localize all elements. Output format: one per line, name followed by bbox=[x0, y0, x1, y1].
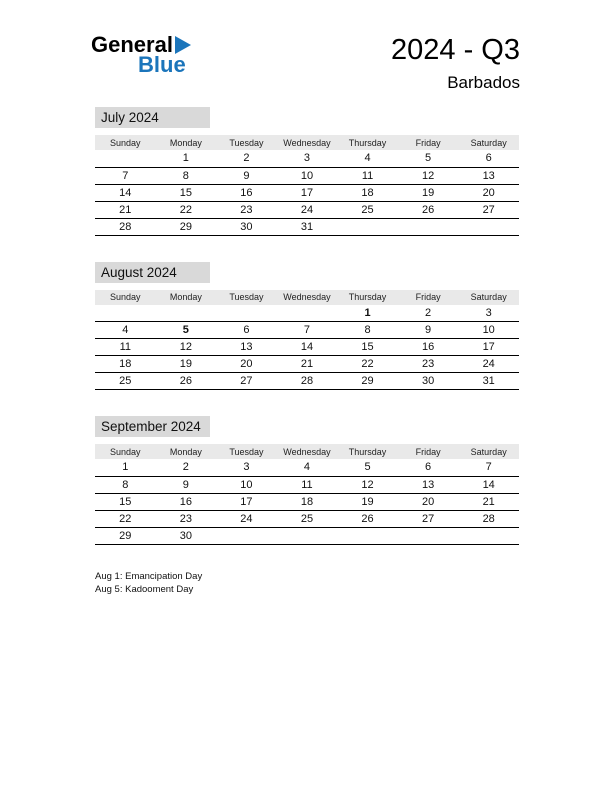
day-cell: 22 bbox=[337, 356, 398, 373]
weekday-header: Tuesday bbox=[216, 135, 277, 150]
day-cell: 26 bbox=[156, 373, 217, 390]
month-calendar-table bbox=[95, 444, 519, 545]
day-cell: 17 bbox=[277, 184, 338, 201]
day-cell: 28 bbox=[95, 218, 156, 235]
day-cell: 13 bbox=[216, 339, 277, 356]
weekday-header: Sunday bbox=[95, 135, 156, 150]
quarter-title: 2024 - Q3 bbox=[391, 34, 520, 66]
day-cell: 30 bbox=[156, 527, 217, 544]
weekday-header: Wednesday bbox=[277, 444, 338, 459]
day-cell: 17 bbox=[458, 339, 519, 356]
empty-day-cell bbox=[95, 305, 156, 322]
day-cell: 6 bbox=[458, 150, 519, 167]
week-row bbox=[95, 510, 519, 527]
day-cell: 16 bbox=[156, 493, 217, 510]
holiday-footnotes bbox=[95, 570, 202, 596]
day-cell: 14 bbox=[95, 184, 156, 201]
empty-day-cell bbox=[337, 527, 398, 544]
weekday-header: Sunday bbox=[95, 290, 156, 305]
day-cell: 15 bbox=[95, 493, 156, 510]
day-cell: 30 bbox=[216, 218, 277, 235]
day-cell: 21 bbox=[458, 493, 519, 510]
week-row bbox=[95, 339, 519, 356]
holiday-day-cell: 1 bbox=[337, 305, 398, 322]
weekday-header-row bbox=[95, 444, 519, 459]
day-cell: 30 bbox=[398, 373, 459, 390]
logo-text-general: General bbox=[91, 32, 173, 57]
day-cell: 12 bbox=[398, 167, 459, 184]
day-cell: 6 bbox=[398, 459, 459, 476]
day-cell: 14 bbox=[277, 339, 338, 356]
day-cell: 21 bbox=[95, 201, 156, 218]
day-cell: 4 bbox=[337, 150, 398, 167]
day-cell: 29 bbox=[156, 218, 217, 235]
day-cell: 9 bbox=[216, 167, 277, 184]
weekday-header: Thursday bbox=[337, 290, 398, 305]
weekday-header: Saturday bbox=[458, 444, 519, 459]
week-row bbox=[95, 201, 519, 218]
general-blue-logo bbox=[91, 34, 191, 76]
weekday-header: Friday bbox=[398, 290, 459, 305]
day-cell: 23 bbox=[156, 510, 217, 527]
day-cell: 7 bbox=[458, 459, 519, 476]
day-cell: 9 bbox=[398, 322, 459, 339]
day-cell: 10 bbox=[277, 167, 338, 184]
day-cell: 15 bbox=[337, 339, 398, 356]
week-row bbox=[95, 305, 519, 322]
weekday-header-row bbox=[95, 135, 519, 150]
week-row bbox=[95, 184, 519, 201]
week-row bbox=[95, 322, 519, 339]
day-cell: 26 bbox=[337, 510, 398, 527]
day-cell: 3 bbox=[216, 459, 277, 476]
day-cell: 10 bbox=[216, 476, 277, 493]
weekday-header: Tuesday bbox=[216, 444, 277, 459]
holiday-footnote: Aug 1: Emancipation Day bbox=[95, 571, 203, 582]
day-cell: 17 bbox=[216, 493, 277, 510]
month-section bbox=[95, 107, 519, 236]
day-cell: 16 bbox=[216, 184, 277, 201]
month-title: July 2024 bbox=[95, 107, 210, 128]
empty-day-cell bbox=[156, 305, 217, 322]
day-cell: 3 bbox=[458, 305, 519, 322]
weekday-header: Sunday bbox=[95, 444, 156, 459]
months-container bbox=[95, 107, 519, 571]
empty-day-cell bbox=[458, 527, 519, 544]
day-cell: 19 bbox=[398, 184, 459, 201]
day-cell: 18 bbox=[337, 184, 398, 201]
week-row bbox=[95, 459, 519, 476]
day-cell: 11 bbox=[95, 339, 156, 356]
weekday-header: Tuesday bbox=[216, 290, 277, 305]
day-cell: 27 bbox=[458, 201, 519, 218]
day-cell: 16 bbox=[398, 339, 459, 356]
day-cell: 24 bbox=[277, 201, 338, 218]
weekday-header: Friday bbox=[398, 444, 459, 459]
month-calendar-table bbox=[95, 135, 519, 236]
day-cell: 3 bbox=[277, 150, 338, 167]
empty-day-cell bbox=[398, 218, 459, 235]
week-row bbox=[95, 150, 519, 167]
day-cell: 2 bbox=[156, 459, 217, 476]
day-cell: 10 bbox=[458, 322, 519, 339]
day-cell: 9 bbox=[156, 476, 217, 493]
day-cell: 8 bbox=[156, 167, 217, 184]
week-row bbox=[95, 527, 519, 544]
holiday-day-cell: 5 bbox=[156, 322, 217, 339]
day-cell: 24 bbox=[458, 356, 519, 373]
day-cell: 8 bbox=[337, 322, 398, 339]
day-cell: 29 bbox=[337, 373, 398, 390]
day-cell: 25 bbox=[95, 373, 156, 390]
day-cell: 25 bbox=[337, 201, 398, 218]
day-cell: 26 bbox=[398, 201, 459, 218]
week-row bbox=[95, 476, 519, 493]
day-cell: 11 bbox=[337, 167, 398, 184]
day-cell: 21 bbox=[277, 356, 338, 373]
weekday-header: Thursday bbox=[337, 444, 398, 459]
holiday-footnote: Aug 5: Kadooment Day bbox=[95, 584, 194, 595]
country-subtitle: Barbados bbox=[447, 73, 520, 92]
day-cell: 20 bbox=[458, 184, 519, 201]
day-cell: 1 bbox=[95, 459, 156, 476]
day-cell: 19 bbox=[337, 493, 398, 510]
weekday-header: Saturday bbox=[458, 135, 519, 150]
day-cell: 13 bbox=[398, 476, 459, 493]
day-cell: 8 bbox=[95, 476, 156, 493]
page-header bbox=[91, 34, 520, 93]
day-cell: 25 bbox=[277, 510, 338, 527]
weekday-header: Monday bbox=[156, 444, 217, 459]
day-cell: 11 bbox=[277, 476, 338, 493]
day-cell: 24 bbox=[216, 510, 277, 527]
day-cell: 14 bbox=[458, 476, 519, 493]
empty-day-cell bbox=[277, 305, 338, 322]
weekday-header: Monday bbox=[156, 135, 217, 150]
day-cell: 5 bbox=[337, 459, 398, 476]
title-block bbox=[391, 34, 520, 93]
month-section bbox=[95, 262, 519, 391]
day-cell: 20 bbox=[398, 493, 459, 510]
week-row bbox=[95, 167, 519, 184]
day-cell: 7 bbox=[95, 167, 156, 184]
week-row bbox=[95, 356, 519, 373]
day-cell: 7 bbox=[277, 322, 338, 339]
day-cell: 31 bbox=[458, 373, 519, 390]
day-cell: 29 bbox=[95, 527, 156, 544]
day-cell: 15 bbox=[156, 184, 217, 201]
weekday-header: Wednesday bbox=[277, 290, 338, 305]
day-cell: 12 bbox=[156, 339, 217, 356]
day-cell: 12 bbox=[337, 476, 398, 493]
weekday-header: Friday bbox=[398, 135, 459, 150]
month-title: August 2024 bbox=[95, 262, 210, 283]
week-row bbox=[95, 493, 519, 510]
day-cell: 19 bbox=[156, 356, 217, 373]
day-cell: 13 bbox=[458, 167, 519, 184]
month-calendar-table bbox=[95, 290, 519, 391]
weekday-header-row bbox=[95, 290, 519, 305]
day-cell: 28 bbox=[458, 510, 519, 527]
empty-day-cell bbox=[337, 218, 398, 235]
empty-day-cell bbox=[216, 527, 277, 544]
day-cell: 23 bbox=[216, 201, 277, 218]
day-cell: 28 bbox=[277, 373, 338, 390]
day-cell: 18 bbox=[95, 356, 156, 373]
week-row bbox=[95, 218, 519, 235]
weekday-header: Thursday bbox=[337, 135, 398, 150]
weekday-header: Monday bbox=[156, 290, 217, 305]
day-cell: 2 bbox=[216, 150, 277, 167]
day-cell: 23 bbox=[398, 356, 459, 373]
day-cell: 22 bbox=[95, 510, 156, 527]
day-cell: 27 bbox=[398, 510, 459, 527]
empty-day-cell bbox=[277, 527, 338, 544]
week-row bbox=[95, 373, 519, 390]
empty-day-cell bbox=[216, 305, 277, 322]
day-cell: 22 bbox=[156, 201, 217, 218]
weekday-header: Wednesday bbox=[277, 135, 338, 150]
logo-text-blue: Blue bbox=[138, 52, 186, 77]
day-cell: 6 bbox=[216, 322, 277, 339]
day-cell: 31 bbox=[277, 218, 338, 235]
day-cell: 4 bbox=[277, 459, 338, 476]
day-cell: 5 bbox=[398, 150, 459, 167]
empty-day-cell bbox=[398, 527, 459, 544]
month-title: September 2024 bbox=[95, 416, 210, 437]
day-cell: 27 bbox=[216, 373, 277, 390]
empty-day-cell bbox=[458, 218, 519, 235]
day-cell: 4 bbox=[95, 322, 156, 339]
day-cell: 2 bbox=[398, 305, 459, 322]
day-cell: 1 bbox=[156, 150, 217, 167]
weekday-header: Saturday bbox=[458, 290, 519, 305]
day-cell: 18 bbox=[277, 493, 338, 510]
month-section bbox=[95, 416, 519, 545]
day-cell: 20 bbox=[216, 356, 277, 373]
empty-day-cell bbox=[95, 150, 156, 167]
